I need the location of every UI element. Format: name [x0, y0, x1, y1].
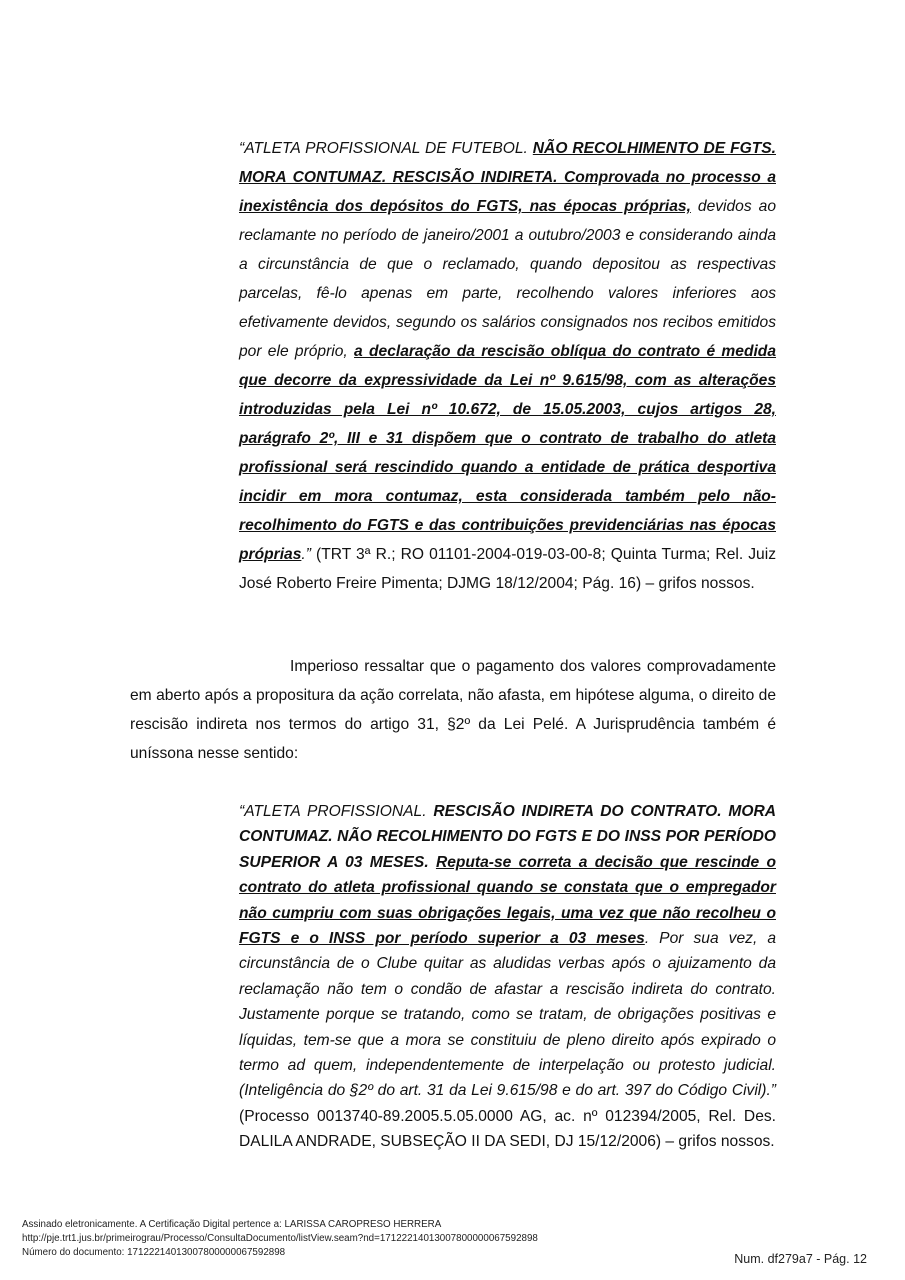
paragraph-text: Imperioso ressaltar que o pagamento dos valores comprovadamente em aberto após a propositura da ação correlata, não afasta, em hipótese alguma, o direito de rescisão indireta nos termos do artigo 31, §2º da Lei Pelé. A Jurisprudência também é uníssona nesse sentido:	[130, 658, 776, 762]
page-number: Num. df279a7 - Pág. 12	[734, 1252, 867, 1266]
quote2-body: . Por sua vez, a circunstância de o Clube quitar as aludidas verbas após o ajuizamento da reclamação não tem o condão de afastar a rescisão indireta do contrato. Justamente porque se tratando, como se tratam, de obrigações positivas e líquidas, tem-se que a mora se constituiu de pleno direito após expirado o termo ad quem, independentemente de interpelação ou protesto judicial. (Inteligência do §2º do art. 31 da Lei 9.615/98 e do art. 397 do Código Civil).”	[239, 930, 776, 1100]
quote2-space	[429, 854, 436, 871]
quote1-citation: (TRT 3ª R.; RO 01101-2004-019-03-00-8; Quinta Turma; Rel. Juiz José Roberto Freire Pimenta; DJMG 18/12/2004; Pág. 16) – grifos nossos.	[239, 546, 776, 592]
quote2-citation: (Processo 0013740-89.2005.5.05.0000 AG, ac. nº 012394/2005, Rel. Des. DALILA ANDRADE, SUBSEÇÃO II DA SEDI, DJ 15/12/2006) – grifos nossos.	[239, 1107, 776, 1151]
quote2-bold: RESCISÃO INDIRETA DO CONTRATO. MORA CONTUMAZ. NÃO RECOLHIMENTO DO FGTS E DO INSS POR PERÍODO SUPERIOR A 03 MESES.	[239, 803, 776, 871]
body-paragraph	[130, 652, 776, 768]
signature-line: Assinado eletronicamente. A Certificação Digital pertence a: LARISSA CAROPRESO HERRERA	[22, 1219, 442, 1230]
jurisprudence-quote-2	[239, 799, 776, 1155]
signature-footer	[22, 1218, 538, 1260]
quote1-body: devidos ao reclamante no período de janeiro/2001 a outubro/2003 e considerando ainda a circunstância de que o reclamado, quando depositou as respectivas parcelas, fê-lo apenas em parte, recolhendo valores inferiores aos efetivamente devidos, segundo os salários consignados nos recibos emitidos por ele próprio,	[239, 198, 776, 360]
document-number: Número do documento: 17122214013007800000067592898	[22, 1247, 286, 1258]
quote2-intro: “ATLETA PROFISSIONAL.	[239, 803, 434, 820]
quote2-emphasis: Reputa-se correta a decisão que rescinde o contrato do atleta profissional quando se constata que o empregador não cumpriu com suas obrigações legais, uma vez que não recolheu o FGTS e o INSS por período superior a 03 meses	[239, 853, 776, 948]
quote1-intro: “ATLETA PROFISSIONAL DE FUTEBOL.	[239, 140, 533, 157]
jurisprudence-quote-1	[239, 134, 776, 598]
quote1-emphasis-1: NÃO RECOLHIMENTO DE FGTS. MORA CONTUMAZ. RESCISÃO INDIRETA. Comprovada no processo a inexistência dos depósitos do FGTS, nas épocas próprias,	[239, 140, 776, 215]
document-url: http://pje.trt1.jus.br/primeirograu/Processo/ConsultaDocumento/listView.seam?nd=17122214013007800000067592898	[22, 1233, 538, 1244]
quote1-emphasis-2: a declaração da rescisão oblíqua do contrato é medida que decorre da expressividade da Lei nº 9.615/98, com as alterações introduzidas pela Lei nº 10.672, de 15.05.2003, cujos artigos 28, parágrafo 2º, III e 31 dispõem que o contrato de trabalho do atleta profissional será rescindido quando a entidade de prática desportiva incidir em mora contumaz, esta considerada também pelo não-recolhimento do FGTS e das contribuições previdenciárias nas épocas próprias	[239, 343, 777, 563]
quote1-close: .”	[301, 546, 311, 563]
